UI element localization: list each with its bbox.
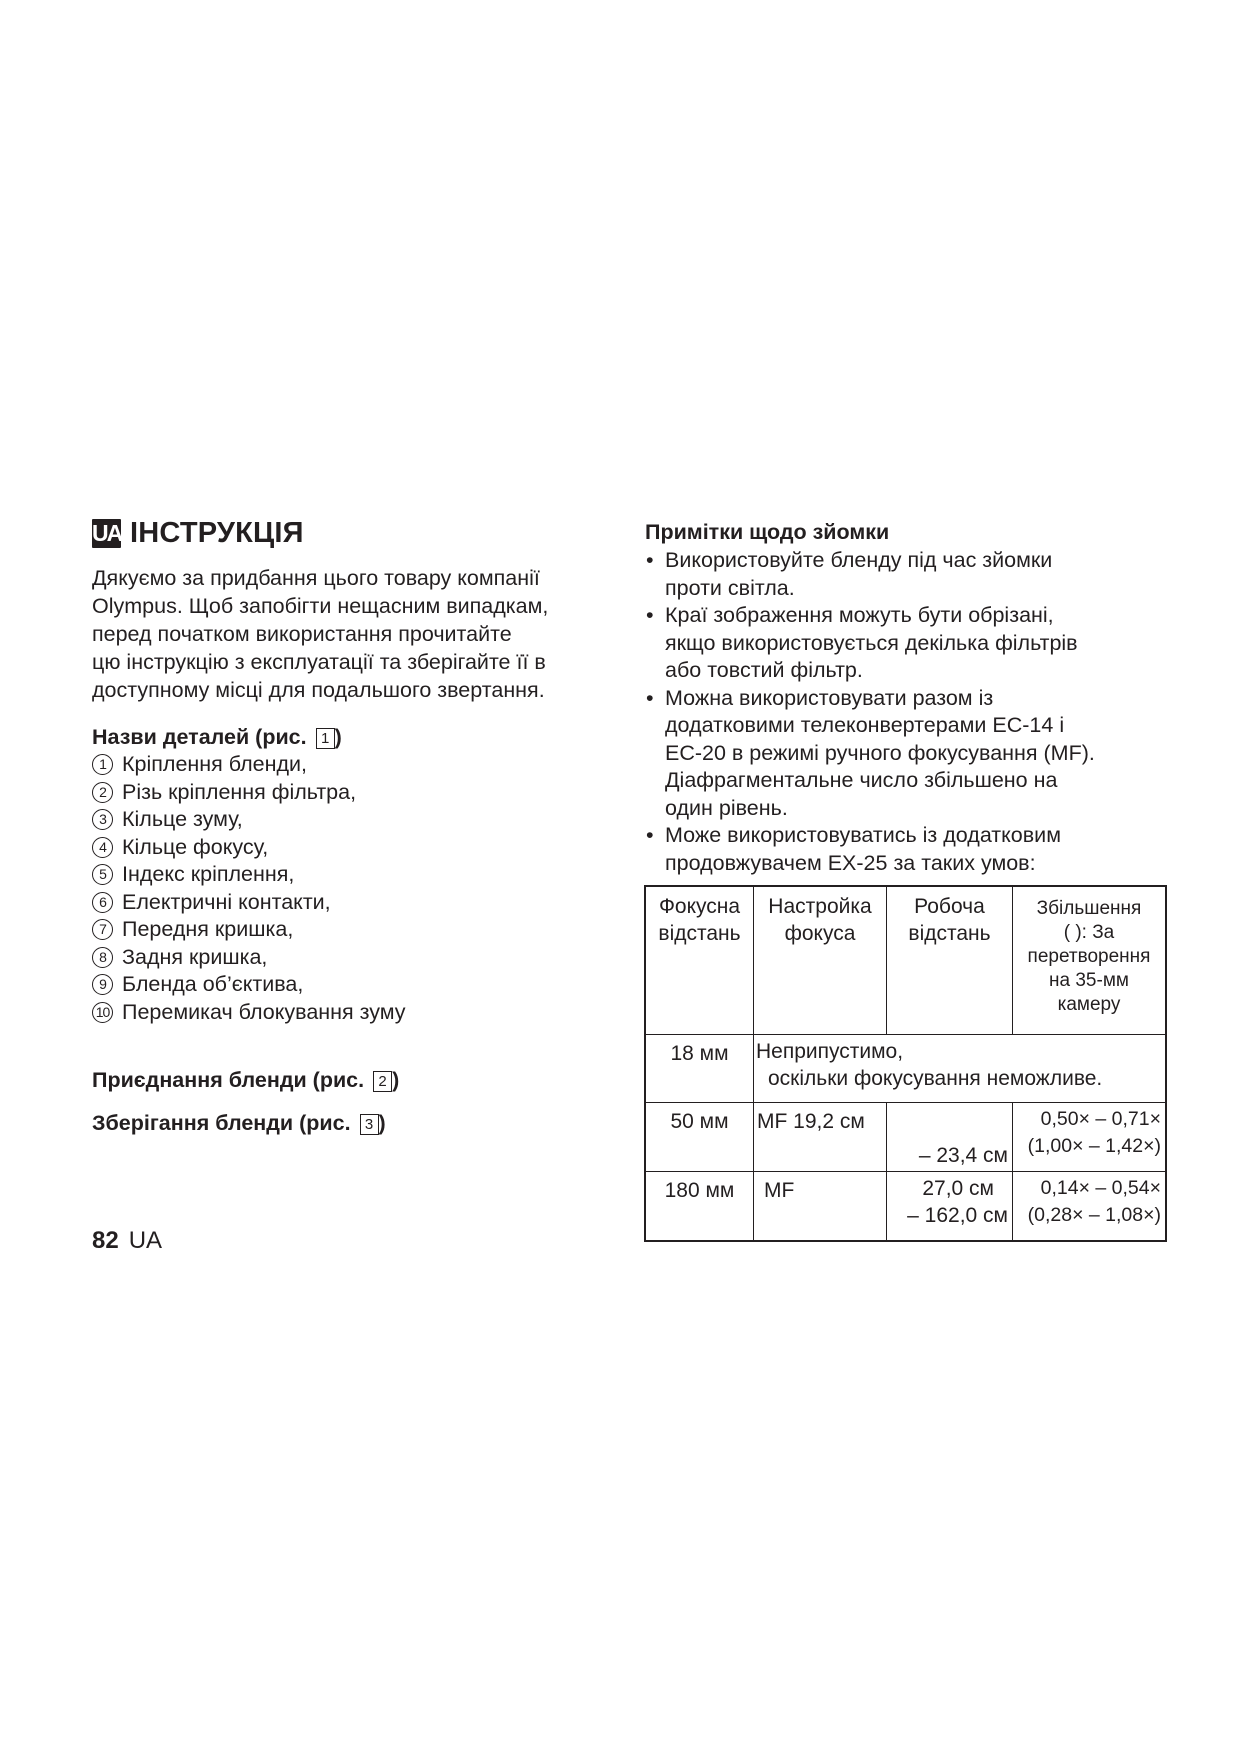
close-paren: ): [334, 725, 342, 749]
note-line: проти світла.: [665, 575, 795, 600]
bullet-icon: •: [646, 823, 654, 847]
part-label: Електричні контакти,: [122, 889, 331, 914]
list-item: [92, 751, 612, 779]
header-line: фокуса: [784, 922, 856, 945]
table-row: [645, 1035, 1166, 1103]
table-row: [645, 1103, 1166, 1172]
intro-line: доступному місці для подальшого звертання.: [92, 678, 545, 702]
circled-number: 4: [92, 837, 113, 858]
list-item: [92, 779, 612, 807]
circled-number: 6: [92, 892, 113, 913]
header-line: камеру: [1057, 994, 1121, 1015]
part-label: Передня кришка,: [122, 917, 294, 941]
cell-focal: 180 мм: [645, 1172, 754, 1242]
part-label: Кільце зуму,: [122, 807, 243, 831]
circled-number: 1: [92, 754, 113, 775]
note-line: Може використовуватись із додатковим: [665, 823, 1061, 847]
figure-ref-1: 1: [316, 728, 335, 749]
intro-line: перед початком використання прочитайте: [92, 622, 512, 646]
cell-focus: MF 19,2 см: [754, 1103, 887, 1172]
header-line: перетворення: [1027, 946, 1151, 967]
header-magnification: [1013, 886, 1167, 1035]
cell-line: (1,00× – 1,42×): [1027, 1135, 1161, 1157]
circled-number: 7: [92, 919, 113, 940]
bullet-icon: •: [646, 548, 654, 572]
note-line: Використовуйте бленду під час зйомки: [665, 548, 1053, 572]
cell-focal: 50 мм: [645, 1103, 754, 1172]
list-item: [92, 861, 612, 889]
header-working-distance: [887, 886, 1013, 1035]
part-label: Кільце фокусу,: [122, 834, 269, 859]
title-row: [92, 514, 612, 552]
header-line: ( ): За: [1063, 922, 1115, 943]
parts-heading-text: Назви деталей (рис.: [92, 725, 307, 749]
note-line: один рівень.: [665, 795, 788, 820]
cell-focus: MF: [754, 1172, 887, 1242]
notes-list: [645, 547, 1155, 877]
header-line: Робоча: [914, 895, 985, 918]
list-item: [92, 944, 612, 972]
note-line: EC-20 в режимі ручного фокусування (MF).: [665, 740, 1095, 765]
figure-ref-3: 3: [360, 1114, 379, 1135]
intro-paragraph: [92, 564, 612, 704]
note-line: якщо використовується декілька фільтрів: [665, 630, 1078, 655]
list-item: [645, 822, 1155, 877]
part-label: Бленда об’єктива,: [122, 972, 304, 996]
list-item: [92, 971, 612, 999]
header-line: Збільшення: [1036, 898, 1142, 919]
bullet-icon: •: [646, 685, 654, 710]
cell-line: Неприпустимо,: [756, 1040, 904, 1063]
list-item: [92, 806, 612, 834]
list-item: [645, 547, 1155, 602]
cell-line: 0,14× – 0,54×: [1040, 1177, 1161, 1199]
cell-magnification: [1013, 1172, 1167, 1242]
left-column: [92, 514, 612, 1137]
note-line: Діафрагментальне число збільшено на: [665, 768, 1058, 792]
attach-hood-heading: [92, 1066, 612, 1094]
cell-line: – 162,0 см: [907, 1204, 1008, 1227]
figure-ref-2: 2: [373, 1071, 392, 1092]
page-title: ІНСТРУКЦІЯ: [130, 516, 304, 549]
cell-not-allowed: [754, 1035, 1167, 1103]
circled-number: 2: [92, 782, 113, 803]
bullet-icon: •: [646, 603, 654, 627]
circled-number: 9: [92, 974, 113, 995]
header-focal-length: [645, 886, 754, 1035]
note-line: Краї зображення можуть бути обрізані,: [665, 603, 1054, 627]
store-hood-heading: [92, 1109, 612, 1137]
header-line: відстань: [658, 922, 741, 945]
header-focus-setting: [754, 886, 887, 1035]
list-item: [92, 916, 612, 944]
note-line: додатковими телеконвертерами EC-14 і: [665, 713, 1065, 737]
table-row: [645, 1172, 1166, 1242]
parts-list: [92, 751, 612, 1026]
header-line: на 35-мм: [1049, 970, 1129, 991]
store-heading-text: Зберігання бленди (рис.: [92, 1111, 351, 1135]
note-line: продовжувачем EX-25 за таких умов:: [665, 850, 1036, 875]
list-item: [645, 685, 1155, 823]
cell-line: (0,28× – 1,08×): [1027, 1204, 1161, 1226]
intro-line: цю інструкцію з експлуатації та зберігайте її в: [92, 650, 546, 674]
cell-distance: [887, 1172, 1013, 1242]
list-item: [92, 999, 612, 1027]
page-footer: [92, 1227, 162, 1255]
attach-heading-text: Приєднання бленди (рис.: [92, 1068, 365, 1092]
intro-line: Дякуємо за придбання цього товару компанії: [92, 566, 540, 590]
list-item: [92, 889, 612, 917]
extension-tube-table: [644, 885, 1167, 1242]
intro-line: Olympus. Щоб запобігти нещасним випадкам,: [92, 594, 549, 618]
language-badge-icon: UA: [92, 519, 122, 546]
list-item: [92, 834, 612, 862]
circled-number: 8: [92, 947, 113, 968]
header-line: Настройка: [768, 895, 872, 918]
cell-line: 0,50× – 0,71×: [1040, 1108, 1161, 1130]
page-number: 82: [92, 1227, 119, 1254]
parts-heading: [92, 723, 612, 751]
table-header-row: [645, 886, 1166, 1035]
circled-number: 10: [92, 1002, 113, 1023]
part-label: Кріплення бленди,: [122, 752, 308, 776]
list-item: [645, 602, 1155, 685]
part-label: Задня кришка,: [122, 944, 268, 969]
header-line: Фокусна: [658, 895, 741, 918]
cell-line: оскільки фокусування неможливе.: [768, 1067, 1103, 1090]
close-paren: ): [392, 1068, 400, 1092]
header-line: відстань: [908, 922, 991, 945]
cell-line: 27,0 см: [922, 1177, 994, 1200]
right-column: [645, 518, 1155, 877]
circled-number: 5: [92, 864, 113, 885]
cell-focal: 18 мм: [645, 1035, 754, 1103]
note-line: Можна використовувати разом із: [665, 685, 994, 710]
cell-distance: – 23,4 см: [887, 1103, 1013, 1172]
cell-magnification: [1013, 1103, 1167, 1172]
part-label: Різь кріплення фільтра,: [122, 779, 357, 804]
close-paren: ): [378, 1111, 386, 1135]
shooting-notes-heading: Примітки щодо зйомки: [645, 520, 890, 544]
part-label: Перемикач блокування зуму: [122, 999, 406, 1024]
circled-number: 3: [92, 809, 113, 830]
page-lang: UA: [128, 1227, 163, 1254]
part-label: Індекс кріплення,: [122, 862, 295, 886]
note-line: або товстий фільтр.: [665, 658, 863, 682]
